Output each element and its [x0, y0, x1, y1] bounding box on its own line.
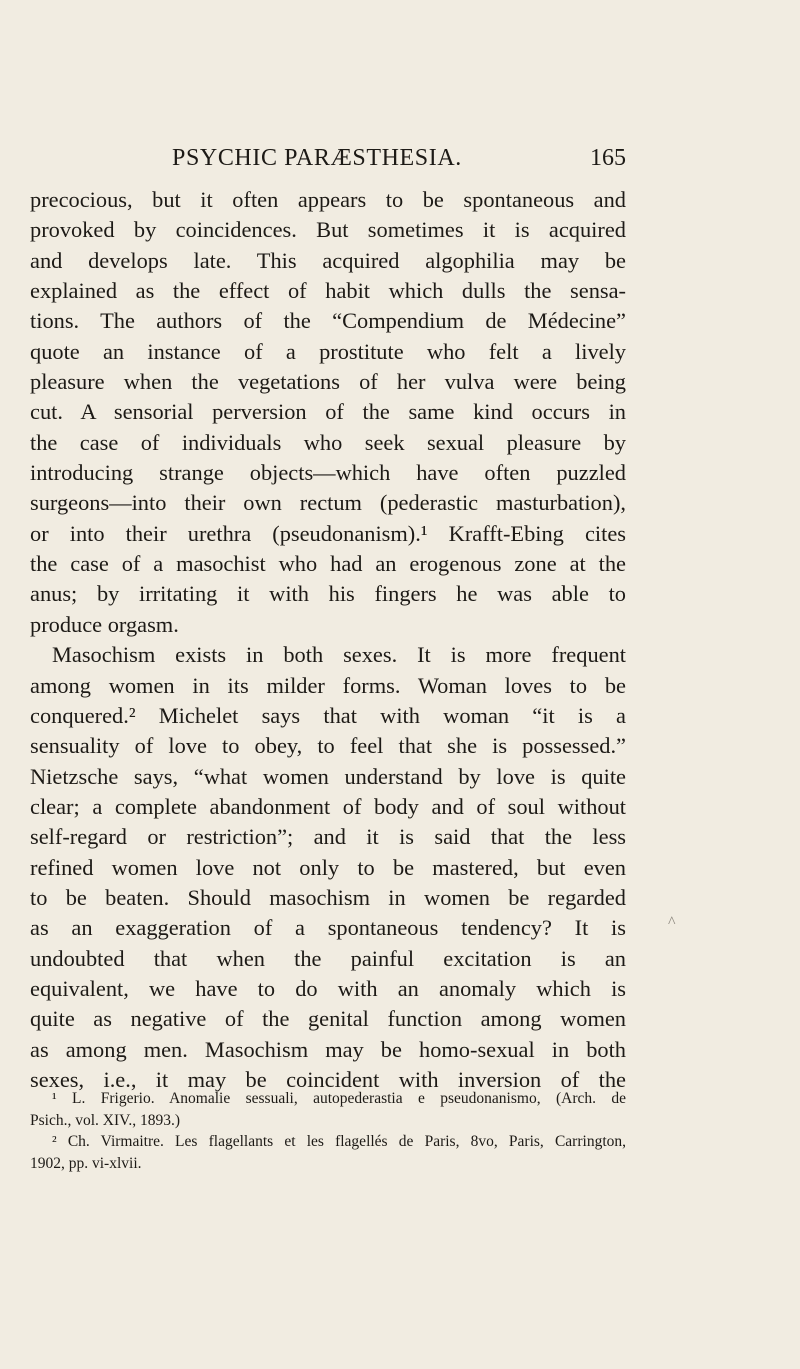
margin-mark: ^: [668, 914, 676, 931]
text-line: quite as negative of the genital function among women: [30, 1006, 626, 1032]
footnote-1-line: Psich., vol. XIV., 1893.): [30, 1111, 180, 1129]
text-line: provoked by coincidences. But sometimes it is acquired: [30, 217, 626, 243]
text-line: sensuality of love to obey, to feel that she is possessed.”: [30, 733, 626, 759]
text-line: quote an instance of a prostitute who felt a lively: [30, 338, 626, 364]
text-line: Nietzsche says, “what women understand by love is quite: [30, 763, 626, 789]
footnote-2-line: ² Ch. Virmaitre. Les flagellants et les flagellés de Paris, 8vo, Paris, Carrington,: [52, 1133, 626, 1151]
running-head: [30, 140, 626, 176]
text-line: tions. The authors of the “Compendium de Médecine”: [30, 308, 626, 334]
text-line: pleasure when the vegetations of her vulva were being: [30, 369, 626, 395]
text-line: to be beaten. Should masochism in women be regarded: [30, 884, 626, 910]
text-line: refined women love not only to be mastered, but even: [30, 854, 626, 880]
text-line: as among men. Masochism may be homo-sexual in both: [30, 1036, 626, 1062]
text-line: the case of a masochist who had an erogenous zone at the: [30, 551, 626, 577]
text-line: anus; by irritating it with his fingers he was able to: [30, 581, 626, 607]
footnote-2-line: 1902, pp. vi-xlvii.: [30, 1155, 142, 1173]
text-line: equivalent, we have to do with an anomaly which is: [30, 975, 626, 1001]
text-line: self-regard or restriction”; and it is said that the less: [30, 824, 626, 850]
text-line: introducing strange objects—which have often puzzled: [30, 460, 626, 486]
text-line: among women in its milder forms. Woman loves to be: [30, 672, 626, 698]
text-line: and develops late. This acquired algophilia may be: [30, 247, 626, 273]
text-line: conquered.² Michelet says that with woman “it is a: [30, 702, 626, 728]
text-line: precocious, but it often appears to be spontaneous and: [30, 187, 626, 212]
footnote-1-line: ¹ L. Frigerio. Anomalie sessuali, autopederastia e pseudonanismo, (Arch. de: [52, 1090, 626, 1107]
text-line: or into their urethra (pseudonanism).¹ Krafft-Ebing cites: [30, 520, 626, 546]
page-number: 165: [590, 145, 626, 171]
text-line: cut. A sensorial perversion of the same kind occurs in: [30, 399, 626, 425]
text-line: clear; a complete abandonment of body and of soul without: [30, 793, 626, 819]
body-text: [30, 185, 626, 1095]
text-line: the case of individuals who seek sexual pleasure by: [30, 429, 626, 455]
text-line: sexes, i.e., it may be coincident with inversion of the: [30, 1066, 626, 1092]
text-line: surgeons—into their own rectum (pederastic masturbation),: [30, 490, 626, 516]
text-line: explained as the effect of habit which dulls the sensa-: [30, 278, 626, 304]
running-title: PSYCHIC PARÆSTHESIA.: [172, 145, 462, 171]
text-line: Masochism exists in both sexes. It is more frequent: [52, 642, 626, 668]
text-line: produce orgasm.: [30, 611, 179, 637]
text-line: as an exaggeration of a spontaneous tendency? It is: [30, 915, 626, 941]
footnotes: [30, 1088, 626, 1175]
text-line: undoubted that when the painful excitation is an: [30, 945, 626, 971]
